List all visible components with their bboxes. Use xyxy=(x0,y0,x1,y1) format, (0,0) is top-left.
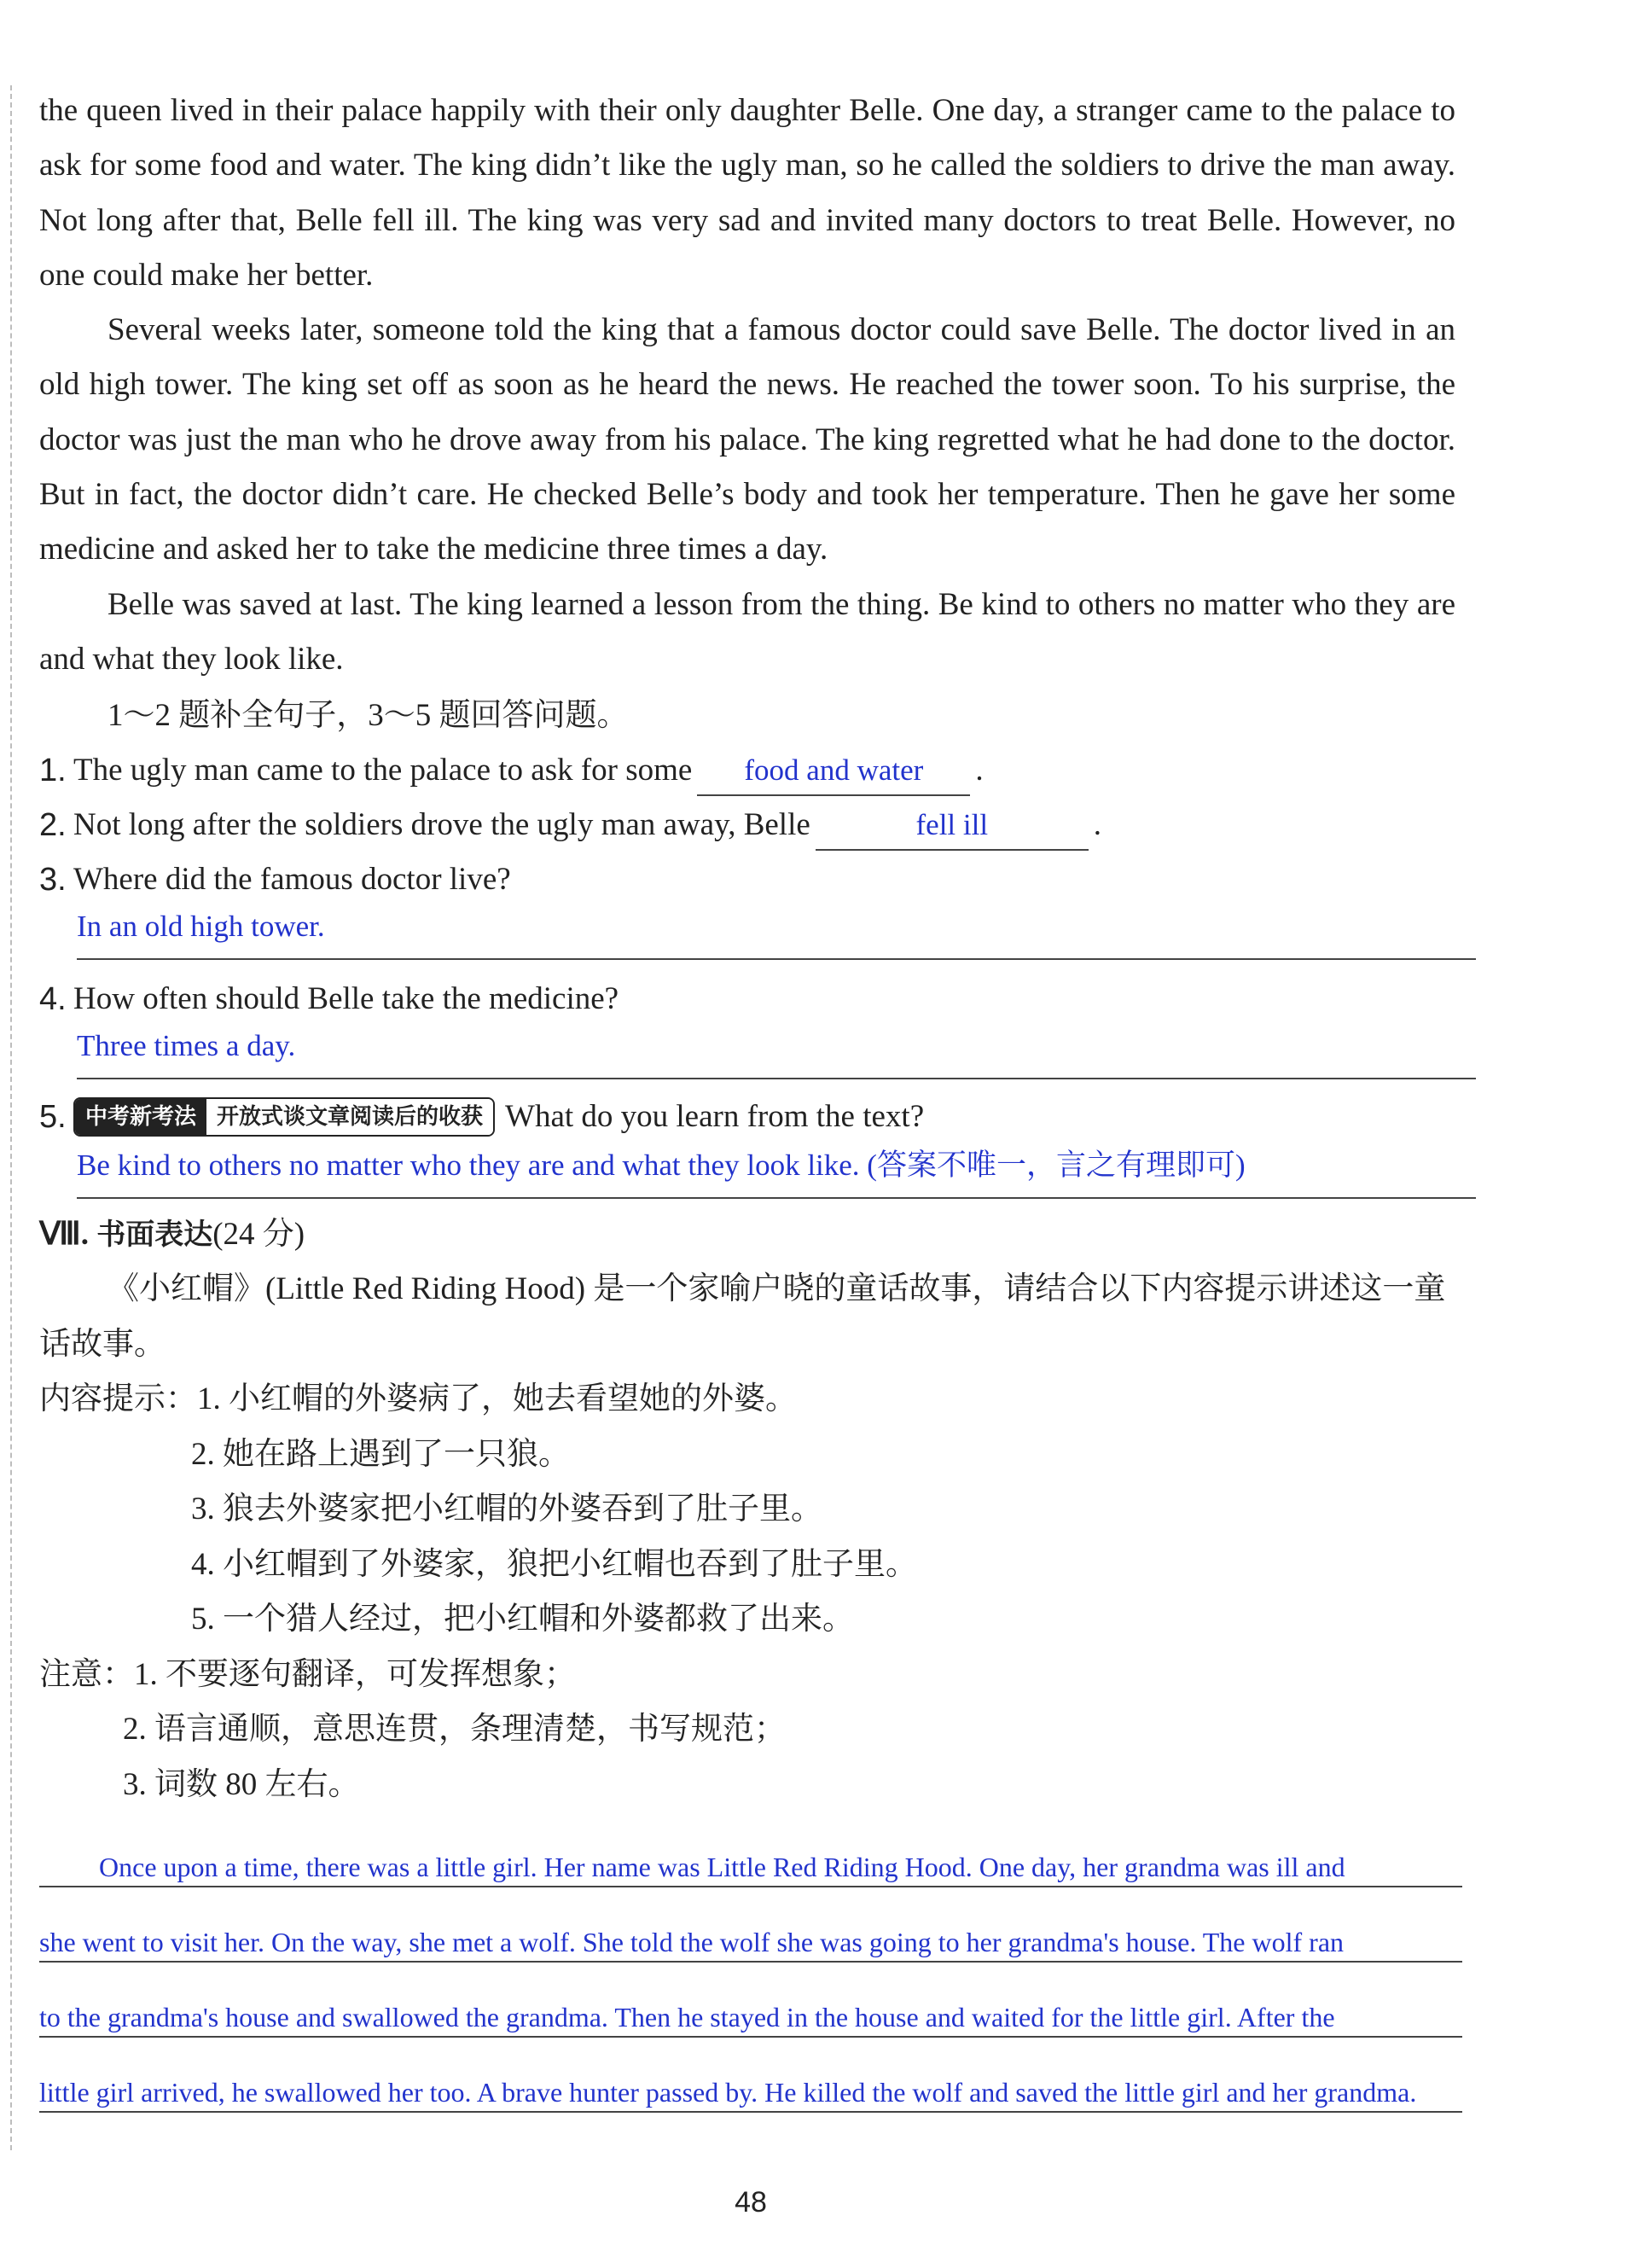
essay-text: Once upon a time, there was a little girl. Her name was Little Red Riding Hood. One day, her grandma was ill and xyxy=(99,1852,1345,1883)
question-number: 4. xyxy=(39,981,67,1018)
question-text: How often should Belle take the medicine? xyxy=(73,981,619,1017)
hint-row-2: 2. 她在路上遇到了一只狼。 xyxy=(191,1436,570,1472)
question-4 xyxy=(39,970,1455,1025)
question-text: The ugly man came to the palace to ask for some xyxy=(73,753,693,788)
section-title: 书面表达 xyxy=(96,1218,213,1253)
note-row-2: 2. 语言通顺，意思连贯，条理清楚，书写规范； xyxy=(123,1712,786,1748)
passage-paragraph-1: the queen lived in their palace happily with their only daughter Belle. One day, a stranger came to the palace to ask for some food and water. The king didn’t like the ugly man, so he called the soldiers to drive the man away. Not long after that, Belle fell ill. The king was very sad and invited many doctors to treat Belle. However, no one could make her better. xyxy=(39,93,1455,293)
essay-line-3[interactable] xyxy=(39,1963,1462,2038)
answer-blank[interactable] xyxy=(816,808,1089,851)
hint-row-5: 5. 一个猎人经过，把小红帽和外婆都救了出来。 xyxy=(191,1602,854,1637)
section-score: (24 分) xyxy=(212,1217,305,1253)
hint-row-4: 4. 小红帽到了外婆家，狼把小红帽也吞到了肚子里。 xyxy=(191,1546,917,1582)
passage-paragraph-3: Belle was saved at last. The king learned a lesson from the thing. Be kind to others no matter who they are and what they look like. xyxy=(39,586,1455,677)
writing-intro: 《小红帽》(Little Red Riding Hood) 是一个家喻户晓的童话故事，请结合以下内容提示讲述这一童话故事。 xyxy=(39,1271,1446,1362)
answer-line[interactable]: Be kind to others no matter who they are and what they look like. (答案不唯一，言之有理即可) xyxy=(77,1144,1476,1199)
question-number: 5. xyxy=(39,1099,67,1136)
answer-line[interactable]: Three times a day. xyxy=(77,1025,1476,1079)
question-number: 3. xyxy=(39,862,67,898)
question-1 xyxy=(39,741,1455,796)
content xyxy=(39,84,1455,2113)
question-2 xyxy=(39,796,1455,851)
section-8-heading xyxy=(39,1207,1455,1262)
answer-blank[interactable] xyxy=(697,753,970,796)
essay-line-2[interactable] xyxy=(39,1887,1462,1963)
hint-row-1 xyxy=(39,1372,1455,1428)
hint-label: 内容提示： xyxy=(39,1381,197,1417)
section-number: Ⅷ. xyxy=(39,1217,89,1253)
essay-text: she went to visit her. On the way, she met a wolf. She told the wolf she was going to her grandma's house. The wolf ran xyxy=(39,1927,1345,1958)
note-label: 注意： xyxy=(39,1656,134,1692)
essay-line-1[interactable] xyxy=(39,1812,1462,1887)
essay-line-4[interactable] xyxy=(39,2038,1462,2113)
question-3 xyxy=(39,851,1455,905)
answer-text: food and water xyxy=(744,753,924,788)
question-end: . xyxy=(975,753,984,788)
question-text: Where did the famous doctor live? xyxy=(73,862,511,898)
question-5 xyxy=(39,1090,1455,1144)
badge-dark-label: 中考新考法 xyxy=(75,1099,206,1135)
question-text: What do you learn from the text? xyxy=(505,1099,925,1135)
essay-text: to the grandma's house and swallowed the grandma. Then he stayed in the house and waited for the little girl. After the xyxy=(39,2002,1335,2033)
passage-paragraph-2: Several weeks later, someone told the king that a famous doctor could save Belle. The doctor lived in an old high tower. The king set off as soon as he heard the news. He reached the tower soon. To his surprise, the doctor was just the man who he drove away from his palace. The king regretted what he had done to the doctor. But in fact, the doctor didn’t care. He checked Belle’s body and took her temperature. Then he gave her some medicine and asked her to take the medicine three times a day. xyxy=(39,312,1455,567)
question-instruction: 1～2 题补全句子，3～5 题回答问题。 xyxy=(107,698,629,734)
binding-margin-line xyxy=(10,85,12,2150)
essay-text: little girl arrived, he swallowed her too. A brave hunter passed by. He killed the wolf and saved the little girl and her grandma. xyxy=(39,2077,1417,2108)
question-number: 2. xyxy=(39,807,67,844)
page-number: 48 xyxy=(735,2186,767,2219)
note-row-3: 3. 词数 80 左右。 xyxy=(123,1766,360,1802)
question-end: . xyxy=(1093,807,1102,843)
badge-light-label: 开放式谈文章阅读后的收获 xyxy=(206,1099,493,1135)
hint-row-3: 3. 狼去外婆家把小红帽的外婆吞到了肚子里。 xyxy=(191,1492,822,1527)
note-row-1 xyxy=(39,1648,1455,1703)
answer-text: fell ill xyxy=(915,808,989,842)
question-text: Not long after the soldiers drove the ugly man away, Belle xyxy=(73,807,810,843)
new-exam-badge xyxy=(73,1097,495,1137)
question-number: 1. xyxy=(39,753,67,789)
note-item: 1. 不要逐句翻译，可发挥想象； xyxy=(134,1656,576,1692)
hint-item: 1. 小红帽的外婆病了，她去看望她的外婆。 xyxy=(197,1381,797,1417)
answer-line[interactable]: In an old high tower. xyxy=(77,905,1476,960)
